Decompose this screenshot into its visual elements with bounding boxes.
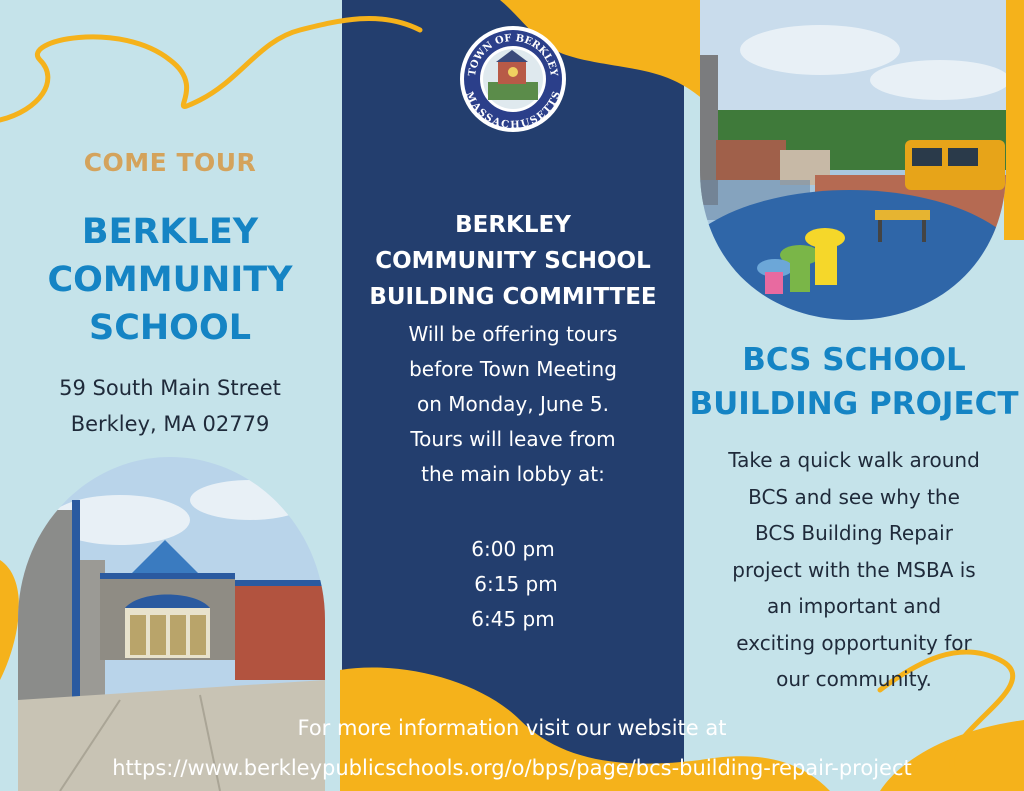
tour-text-line: before Town Meeting: [409, 357, 617, 381]
school-title-line: BERKLEY: [81, 212, 259, 252]
seal-top-text: TOWN OF BERKLEY: [467, 32, 559, 78]
project-text-line: exciting opportunity for: [736, 630, 972, 655]
school-title-line: COMMUNITY: [47, 260, 293, 300]
school-building-photo: [18, 457, 325, 791]
committee-title-line: BERKLEY: [455, 212, 571, 238]
svg-text:MASSACHUSETTS: [463, 90, 563, 131]
website-link[interactable]: https://www.berkleypublicschools.org/o/bps/page/bcs-building-repair-project: [112, 756, 912, 780]
yellow-blob-left: [0, 560, 19, 680]
project-text-line: Take a quick walk around: [728, 448, 980, 472]
committee-title-line: BUILDING COMMITTEE: [369, 284, 657, 310]
seal-text: [461, 27, 565, 131]
yellow-right-stripe: [1004, 0, 1024, 240]
project-title-line: BUILDING PROJECT: [689, 386, 1019, 422]
school-title-line: SCHOOL: [89, 308, 251, 348]
address-line: Berkley, MA 02779: [70, 412, 270, 436]
tour-time: 6:00 pm: [471, 537, 555, 561]
project-text-line: our community.: [776, 667, 932, 691]
project-text-line: BCS Building Repair: [755, 521, 953, 545]
project-text-line: an important and: [766, 594, 942, 618]
tour-text-line: on Monday, June 5.: [417, 392, 609, 416]
tour-time: 6:15 pm: [474, 572, 558, 596]
project-description: [700, 442, 1008, 698]
committee-title: [342, 207, 684, 315]
tour-description: [342, 317, 684, 492]
project-text-line: project with the MSBA is: [732, 557, 976, 582]
project-title-line: BCS SCHOOL: [742, 342, 966, 378]
committee-title-line: COMMUNITY SCHOOL: [375, 248, 651, 274]
come-tour-label: COME TOUR: [83, 148, 257, 177]
project-text-line: BCS and see why the: [748, 484, 960, 509]
tour-text-line: Will be offering tours: [408, 322, 618, 346]
address-line: 59 South Main Street: [59, 376, 281, 400]
tour-time: 6:45 pm: [471, 607, 555, 631]
tour-text-line: Tours will leave from: [410, 427, 616, 451]
svg-text:TOWN OF BERKLEY: [467, 33, 559, 78]
school-name-title: [0, 208, 340, 352]
school-address: [0, 370, 340, 442]
seal-bottom-text: MASSACHUSETTS: [463, 90, 563, 131]
project-title: [684, 338, 1024, 426]
tour-times: [342, 532, 684, 637]
tour-text-line: the main lobby at:: [421, 462, 605, 486]
more-info-text: For more information visit our website at: [297, 716, 727, 740]
